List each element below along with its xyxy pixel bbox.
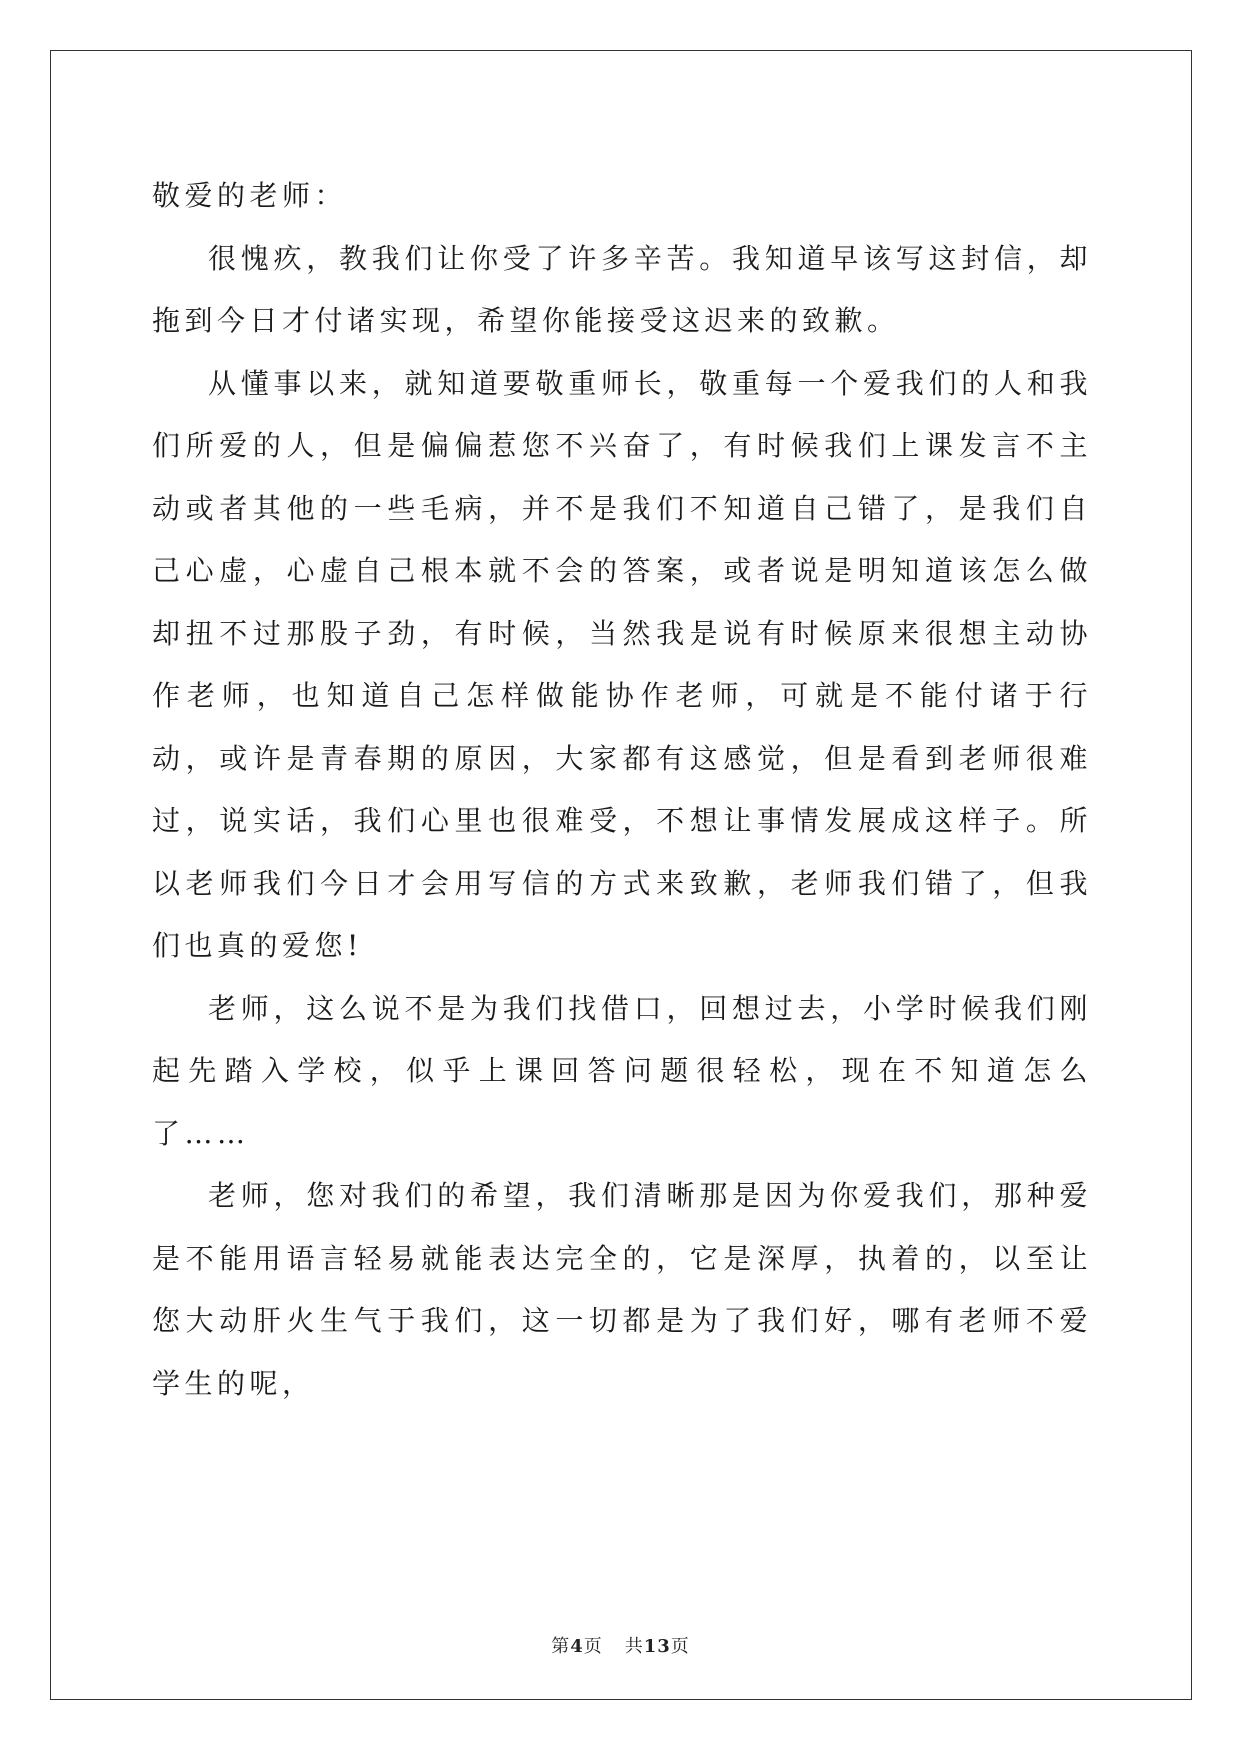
- letter-body: [152, 165, 1092, 1415]
- total-unit: 页: [670, 1636, 690, 1657]
- salutation: 敬爱的老师：: [152, 179, 348, 212]
- paragraph-3: 老师，这么说不是为我们找借口，回想过去，小学时候我们刚起先踏入学校，似乎上课回答问题很轻松，现在不知道怎么了……: [152, 991, 1092, 1150]
- page-total: 13: [643, 1636, 671, 1657]
- paragraph-4: 老师，您对我们的希望，我们清晰那是因为你爱我们，那种爱是不能用语言轻易就能表达完全的，它是深厚，执着的，以至让您大动肝火生气于我们，这一切都是为了我们好，哪有老师不爱学生的呢，: [152, 1179, 1092, 1400]
- page-current: 4: [570, 1636, 584, 1657]
- total-prefix: 共: [624, 1636, 644, 1657]
- page-footer: [0, 1632, 1241, 1658]
- paragraph-2: 从懂事以来，就知道要敬重师长，敬重每一个爱我们的人和我们所爱的人，但是偏偏惹您不兴奋了，有时候我们上课发言不主动或者其他的一些毛病，并不是我们不知道自己错了，是我们自己心虚，心虚自己根本就不会的答案，或者说是明知道该怎么做却扭不过那股子劲，有时候，当然我是说有时候原来很想主动协作老师，也知道自己怎样做能协作老师，可就是不能付诸于行动，或许是青春期的原因，大家都有这感觉，但是看到老师很难过，说实话，我们心里也很难受，不想让事情发展成这样子。所以老师我们今日才会用写信的方式来致歉，老师我们错了，但我们也真的爱您!: [152, 366, 1092, 962]
- page-prefix: 第: [551, 1636, 571, 1657]
- paragraph-1: 很愧疚，教我们让你受了许多辛苦。我知道早该写这封信，却拖到今日才付诸实现，希望你能接受这迟来的致歉。: [152, 241, 1092, 337]
- page-unit: 页: [583, 1636, 603, 1657]
